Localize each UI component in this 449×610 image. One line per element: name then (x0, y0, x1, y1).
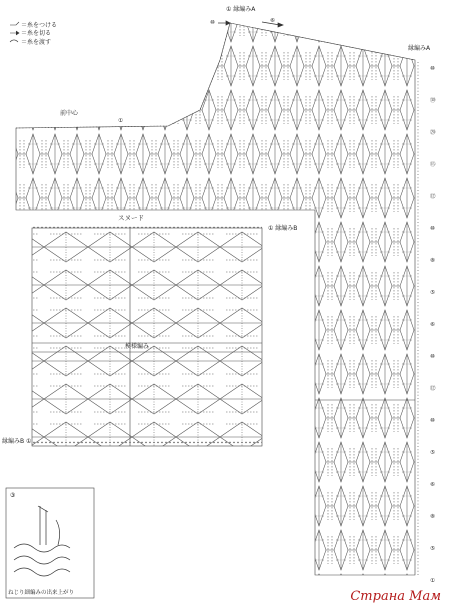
row-number: ㉚ (430, 98, 436, 104)
arrow-number: ⑥ (270, 18, 275, 24)
snood-top-edge (32, 224, 262, 230)
legend-pass-yarn: ＝糸を渡す (21, 39, 52, 46)
row-number: ⑫ (430, 386, 436, 392)
snood-bottom-edge (32, 440, 262, 446)
row-number: ⑩ (430, 418, 435, 424)
row-number: ⑧ (430, 258, 435, 264)
edging-a-label-top: ① 縁編みA (226, 6, 256, 13)
row-number: ⑧ (430, 514, 435, 520)
edging-b-label-bottom: 縁編みB ① (2, 438, 32, 445)
top-number: ⑩ (210, 20, 215, 26)
row-number: ⑤ (430, 546, 435, 552)
row-number: ⑤ (430, 290, 435, 296)
row-number: ① (430, 578, 435, 584)
front-center-label: 前中心 (60, 110, 79, 117)
detail-caption: ねじり細編みの出来上がり (8, 590, 75, 596)
legend-cut-yarn: ＝糸を切る (21, 30, 52, 37)
row-number: ⑳ (430, 130, 436, 136)
legend-symbols (10, 22, 19, 42)
row-number: ⑩ (430, 226, 435, 232)
watermark: Страна Мам (350, 589, 441, 604)
pattern-stitch-label: 模様編み (125, 343, 150, 350)
legend-join-yarn: ＝糸をつける (21, 22, 58, 29)
row-number: ⑫ (430, 194, 436, 200)
edging-b-label-top: ① 縁編みB (268, 225, 298, 232)
row-number: ⑥ (430, 482, 435, 488)
row-number: ⑥ (430, 322, 435, 328)
snood-outline (32, 228, 262, 446)
mid-number: ① (118, 118, 123, 124)
row-number: ⑤ (430, 450, 435, 456)
snood-title: スヌード (118, 214, 144, 222)
detail-number: ③ (10, 492, 16, 499)
row-number: ⑮ (430, 162, 436, 168)
row-number: ⑩ (430, 354, 435, 360)
row-number: ⑩ (430, 66, 435, 72)
detail-box (6, 488, 94, 598)
edging-a-label-right: 縁編みA (408, 45, 431, 52)
